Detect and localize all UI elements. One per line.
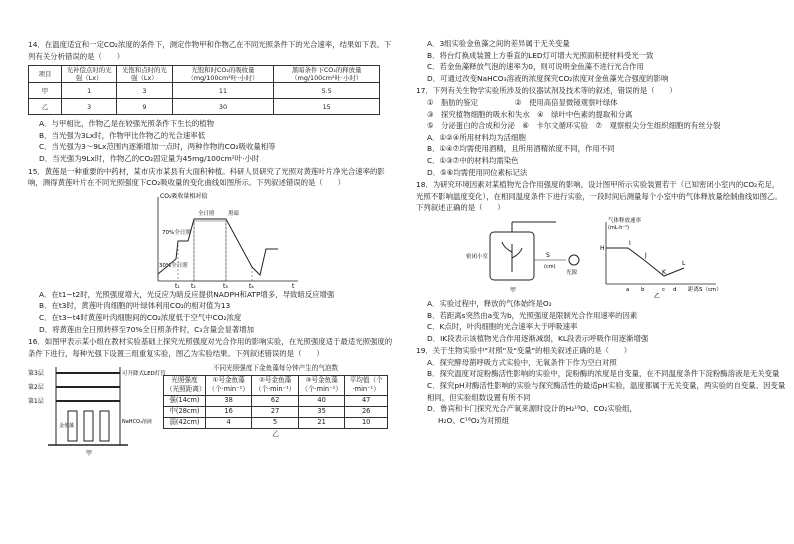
label-dark: 黑暗 <box>228 210 240 217</box>
q16-cell: 26 <box>345 406 388 417</box>
q15-chart <box>28 189 398 289</box>
q16-cell: 4 <box>205 417 252 428</box>
right-column <box>416 38 786 426</box>
question-19 <box>416 345 786 426</box>
tick-a: a <box>626 286 630 293</box>
q15-figure <box>28 189 398 289</box>
q15-option-c: C．在t3~t4时黄莲叶肉细胞间的CO₂浓度低于空气中CO₂浓度 <box>39 312 242 322</box>
q14-header-cell: 光饱和时CO₂的吸收量（mg/100cm²叶·小时） <box>172 66 274 83</box>
layer1-label: 第1层 <box>28 398 44 406</box>
led-label: 可升降式LED灯管 <box>122 371 166 378</box>
label-full: 全日照 <box>198 210 215 217</box>
q18-option-a: A．实验过程中，释放的气体始终是O₂ <box>427 298 552 308</box>
fig-jia: 甲 <box>86 450 93 458</box>
fig-yi: 乙 <box>272 429 279 438</box>
q14-cell: 1 <box>62 83 117 99</box>
q16-header-cell: ③号金鱼藻（个·min⁻¹） <box>298 375 345 395</box>
q14-header-cell: 光补偿点时的光强（Lx） <box>62 66 117 83</box>
q18-option-c: C．K点时，叶肉细胞的光合速率大于呼吸速率 <box>427 322 578 332</box>
q14-cell: 乙 <box>29 99 62 115</box>
tube <box>100 411 109 441</box>
q18-diagram <box>416 214 786 298</box>
tick-t2: t₂ <box>191 282 196 290</box>
s-label: S <box>546 251 550 259</box>
question-14 <box>28 39 398 165</box>
q15-option-a: A．在t1~t2时，光照强度增大，光反应为暗反应提供NADPH和ATP增多，导致暗反应增强 <box>39 289 335 299</box>
point-l: L <box>682 259 686 267</box>
question-16 <box>28 336 398 459</box>
q19-option-d-cont: H₂O、C¹⁸O₂为对照组 <box>438 415 510 425</box>
q14-cell: 9 <box>117 99 172 115</box>
q14-table <box>28 65 380 115</box>
q16-option-d: D．可通过改变NaHCO₃溶液的浓度探究CO₂浓度对金鱼藻光合强度的影响 <box>427 73 669 83</box>
q16-cell: 47 <box>345 395 388 406</box>
fish-label: 金鱼藻 <box>59 423 75 430</box>
q14-cell: 甲 <box>29 83 62 99</box>
q19-option-c: C．探究pH对酶活性影响的实验与探究酶活性的最适pH实验，温度都属于无关变量，两实验的自变量、因变量相同，但实验组数设置有所不同 <box>427 381 786 402</box>
q16-option-b: B．将台灯换成装置上方垂直的LED灯可增大光照面积使材料受光一致 <box>427 50 654 60</box>
point-k: K <box>662 268 666 276</box>
q14-option-c: C．当光强为3～9Lx范围内逐渐增加一点时，两种作物的CO₂吸收量相等 <box>39 142 276 152</box>
layer2-label: 第2层 <box>28 384 44 392</box>
question-17 <box>416 85 786 178</box>
tick-t1: t₁ <box>175 282 180 290</box>
label-70: 70%全日照 <box>162 229 191 236</box>
q18-figure <box>416 214 786 298</box>
layer3-label: 第3层 <box>28 370 44 378</box>
q14-option-d: D．当光强为9Lx时，作物乙的CO₂固定量为45mg/100cm²叶·小时 <box>39 153 260 163</box>
q19-option-b: B．探究温度对淀粉酶活性影响的实验中，淀粉酶的浓度是自变量，在不同温度条件下淀粉酶溶液是无关变量 <box>427 369 780 379</box>
light-source-icon <box>569 255 579 265</box>
fig-jia: 甲 <box>510 286 517 294</box>
q16-option-c: C．若金鱼藻释放气泡的速率为0，则可说明金鱼藻不进行光合作用 <box>427 62 644 72</box>
shaded-region <box>194 221 226 281</box>
q19-option-a: A．探究酵母菌呼吸方式实验中，无氧条件下作为空白对照 <box>427 357 617 367</box>
point-i: I <box>629 239 631 247</box>
q15-option-d: D．将黄莲由全日照转移至70%全日照条件时，C₃含量会显著增加 <box>39 324 255 334</box>
q17-option-c: C．①③⑦中的材料均需染色 <box>427 155 519 165</box>
question-15 <box>28 166 398 336</box>
tick-t: t <box>292 282 295 290</box>
q16-cell: 38 <box>205 395 252 406</box>
question-16-options <box>416 38 786 84</box>
tick-b: b <box>641 286 645 293</box>
q14-cell: 5.5 <box>274 83 380 99</box>
question-18 <box>416 179 786 344</box>
q14-stem: 14．在温度适宜和一定CO₂浓度的条件下，测定作物甲和作物乙在不同光照条件下的光合速率，结果如下表。下列有关分析错误的是（ ） <box>28 40 392 61</box>
q17-item-line: ① 脂肪的鉴定 ② 使用高倍显微镜观察叶绿体 <box>427 97 618 107</box>
cm-label: (cm) <box>544 263 556 270</box>
q14-cell: 30 <box>172 99 274 115</box>
q16-option-a: A．3组实验金鱼藻之间的差异属于无关变量 <box>427 39 570 48</box>
q19-stem: 19．关于生物实验中"对照"及"变量"的相关叙述正确的是（ ） <box>416 346 632 356</box>
q18-option-d: D．IK段表示该植物光合作用逐渐减弱，KL段表示呼吸作用逐渐增强 <box>427 333 649 343</box>
q16-cell: 27 <box>252 406 299 417</box>
q16-table <box>163 375 388 429</box>
q16-stem: 16．如图甲表示某小组在教材实验基础上探究光照强度对光合作用的影响实验，在光照强度适于最适光照强度的条件下进行，每种光强下设置三组重复实验，图乙为实验结果。下列叙述错误的是（ ） <box>28 337 393 358</box>
q17-option-b: B．①④⑦均需使用酒精，且所用酒精浓度不同，作用不同 <box>427 144 615 154</box>
tick-t4: t₄ <box>249 282 254 290</box>
q14-header-cell: 黑暗条件下CO₂的释放量（mg/100cm²叶·小时） <box>274 66 380 83</box>
q14-option-a: A．与甲相比，作物乙是在较强光照条件下生长的植物 <box>39 119 215 129</box>
q17-item-line: ⑤ 分泌蛋白的合成和分泌 ⑥ 卡尔文循环实验 ⑦ 观察根尖分生组织细胞的有丝分裂 <box>427 121 721 131</box>
apparatus-diagram <box>28 361 166 458</box>
q16-cell: 强(14cm) <box>164 395 206 406</box>
room-label: 密闭小室 <box>466 253 489 260</box>
tube <box>84 411 93 441</box>
q14-cell: 3 <box>117 83 172 99</box>
q16-cell: 62 <box>252 395 299 406</box>
q14-cell: 11 <box>172 83 274 99</box>
point-h: H <box>600 244 605 252</box>
point-j: J <box>645 251 647 259</box>
q16-cell: 弱(42cm) <box>164 417 206 428</box>
q14-option-b: B．当光强为3Lx时，作物甲比作物乙的光合速率低 <box>39 130 206 140</box>
q16-header-cell: ①号金鱼藻（个·min⁻¹） <box>205 375 252 395</box>
q18-stem: 18．为研究环境因素对某植物光合作用强度的影响，设计图甲所示实验装置若干（已知密闭小室内的CO₂充足，光照不影响温度变化），在相同温度条件下进行实验，一段时间后测量每个小室中的气体释放量绘制曲线如图乙。下列叙述正确的是（ ） <box>416 180 782 213</box>
q16-cell: 5 <box>252 417 299 428</box>
left-column <box>28 38 398 459</box>
q14-cell: 3 <box>62 99 117 115</box>
q16-cell: 40 <box>298 395 345 406</box>
q16-table-title: 不同光照强度下金鱼藻每分钟产生的气泡数 <box>212 364 339 373</box>
q15-stem: 15．黄莲是一种重要的中药材，某市庆市某县有大面积种植。科研人员研究了光照对黄莲叶片净光合速率的影响，测得黄莲叶片在不同光照强度下CO₂吸收量的变化曲线如图所示。下列叙述错误的是（ ） <box>28 166 385 188</box>
q15-option-b: B．在t3时，黄莲叶肉细胞的叶绿体利用CO₂的相对值为13 <box>39 301 231 311</box>
q16-cell: 中(28cm) <box>164 406 206 417</box>
tick-t3: t₃ <box>223 282 228 290</box>
q16-header-cell: 平均值（个·min⁻¹） <box>345 375 388 395</box>
light-label: 光源 <box>566 269 578 276</box>
x-axis-label: 距离S（cm） <box>688 286 722 293</box>
nahco3-label: NaHCO₃溶液 <box>122 419 152 426</box>
tick-c: c <box>662 286 666 293</box>
q17-option-d: D．⑤⑥均需使用同位素标记法 <box>427 167 528 177</box>
y-axis-label: 气体释放速率 <box>608 217 642 224</box>
q14-header-cell: 光饱和点时的光强（Lx） <box>117 66 172 83</box>
q14-cell: 15 <box>274 99 380 115</box>
q16-cell: 35 <box>298 406 345 417</box>
q16-results <box>163 363 388 440</box>
q18-option-b: B．若距离s突然由a变为b，光照强度是限制光合作用速率的因素 <box>427 310 638 320</box>
q14-header-cell: 项目 <box>29 66 62 83</box>
fig-yi: 乙 <box>654 292 661 300</box>
q17-option-a: A．①②④所用材料均为活细胞 <box>427 132 526 142</box>
q17-item-line: ③ 探究植物细胞的吸水和失水 ④ 绿叶中色素的提取和分离 <box>427 109 633 119</box>
q16-cell: 10 <box>345 417 388 428</box>
q19-option-d: D．鲁宾和卡门探究光合产氧来源时设计的H₂¹⁸O、CO₂实验组， <box>427 404 637 414</box>
q16-cell: 16 <box>205 406 252 417</box>
label-30: 30%全日照 <box>159 262 188 269</box>
q16-cell: 21 <box>298 417 345 428</box>
q16-header-cell: ②号金鱼藻（个·min⁻¹） <box>252 375 299 395</box>
q17-stem: 17．下列有关生物学实验所涉及的仪器试剂及技术等的叙述，错误的是（ ） <box>416 86 677 96</box>
q16-header-cell: 光照强度（光照距离） <box>164 375 206 395</box>
y-unit: (mL·h⁻¹) <box>608 224 629 231</box>
y-axis-label: CO₂吸收量相对值 <box>160 192 208 200</box>
q16-figure <box>28 359 398 459</box>
tick-d: d <box>673 286 677 293</box>
